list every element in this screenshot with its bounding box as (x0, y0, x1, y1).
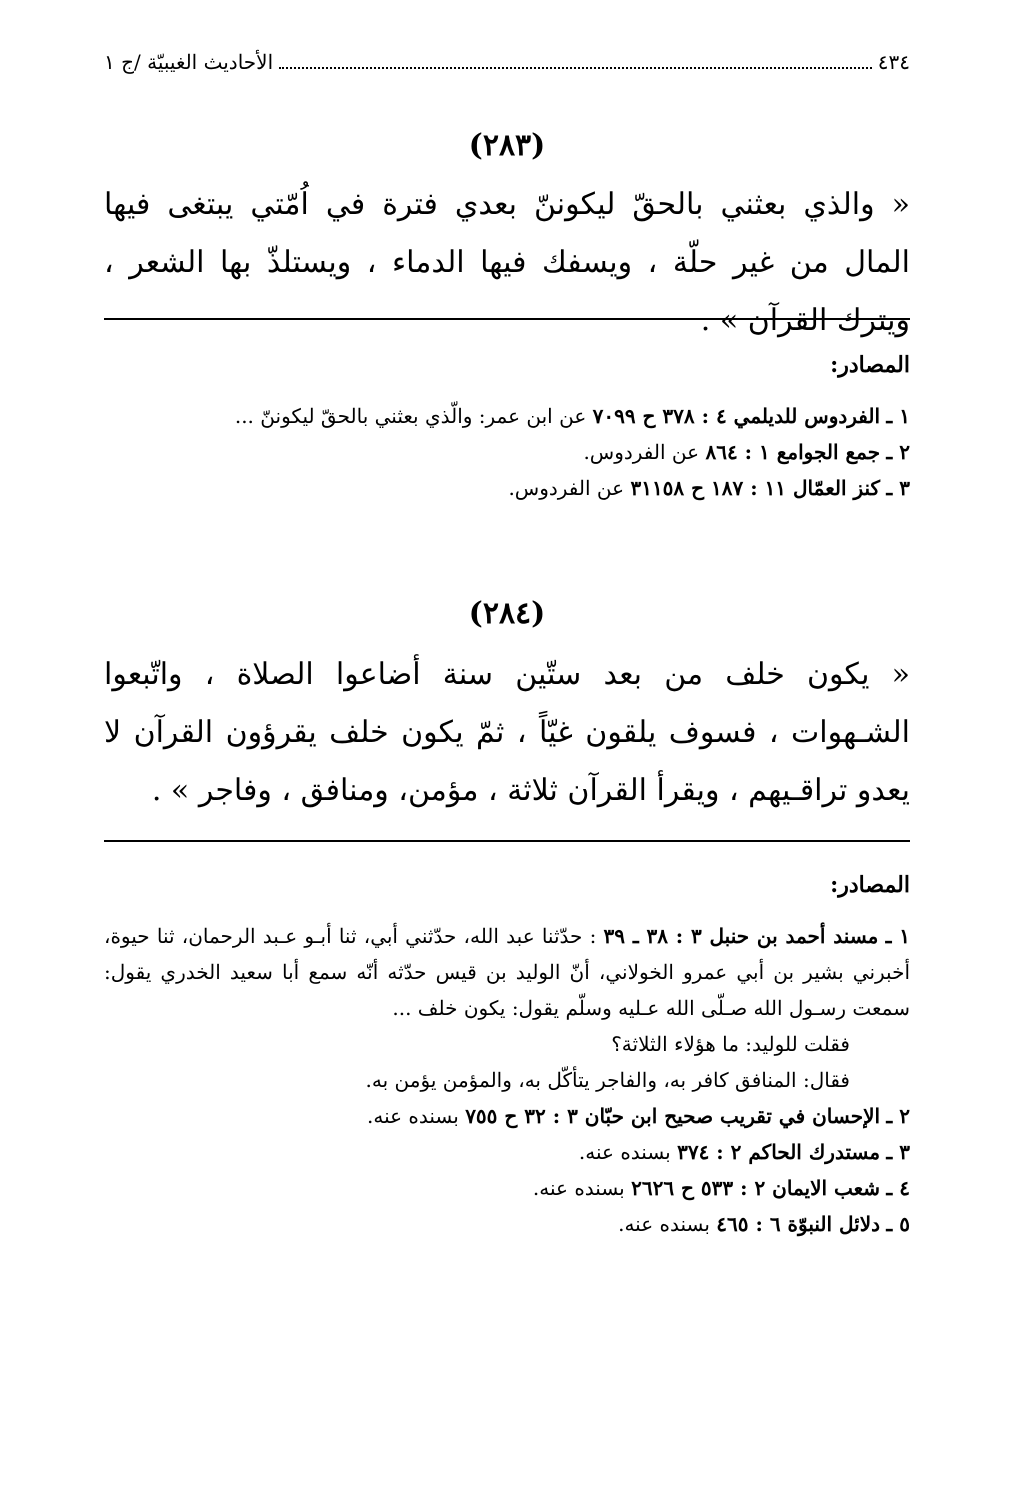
source-item: ٢ ـ جمع الجوامع ١ : ٨٦٤ عن الفردوس. (583, 440, 910, 464)
source-item: ٢ ـ الإحسان في تقريب صحيح ابن حبّان ٣ : ٣٢ ح ٧٥٥ بسنده عنه. (367, 1104, 910, 1128)
running-header (104, 50, 910, 74)
page-number: ٤٣٤ (877, 50, 910, 74)
sources-title-284: المصادر: (830, 872, 910, 898)
leader-dots (279, 53, 872, 69)
separator-rule (104, 840, 910, 842)
hadith-text-284: « يكون خلف من بعد ستّين سنة أضاعوا الصلاة ، واتّبعوا الشـهوات ، فسوف يلقون غيّاً ، ثمّ يكون خلف يقرؤون القرآن لا يعدو تراقـيهم ، ويقرأ القرآن ثلاثة ، مؤمن، ومنافق ، وفاجر » . (104, 657, 910, 808)
separator-rule (104, 318, 910, 320)
book-title: الأحاديث الغيبيّة /ج ١ (104, 50, 274, 74)
source-item: ٣ ـ مستدرك الحاكم ٢ : ٣٧٤ بسنده عنه. (578, 1140, 910, 1164)
hadith-number-284: (٢٨٤) (468, 596, 546, 631)
hadith-text-283: « والذي بعثني بالحقّ ليكوننّ بعدي فترة في اُمّتي يبتغى فيها المال من غير حلّة ، ويسفك فيها الدماء ، ويستلذّ بها الشعر ، ويترك القرآن » . (104, 187, 910, 338)
source-item: ٥ ـ دلائل النبوّة ٦ : ٤٦٥ بسنده عنه. (618, 1212, 910, 1236)
sources-title-283: المصادر: (830, 352, 910, 378)
source-item: ٣ ـ كنز العمّال ١١ : ١٨٧ ح ٣١١٥٨ عن الفردوس. (508, 476, 910, 500)
source-item: ١ ـ الفردوس للديلمي ٤ : ٣٧٨ ح ٧٠٩٩ عن ابن عمر: والّذي بعثني بالحقّ ليكوننّ ... (234, 404, 910, 428)
hadith-number-283: (٢٨٣) (468, 128, 546, 163)
quote-line: فقلت للوليد: ما هؤلاء الثلاثة؟ (611, 1032, 850, 1056)
sources-list-284 (104, 918, 910, 1242)
sources-list-283 (104, 398, 910, 506)
quote-line: فقال: المنافق كافر به، والفاجر يتأكّل به، والمؤمن يؤمن به. (365, 1068, 850, 1092)
source-item: ١ ـ مسند أحمد بن حنبل ٣ : ٣٨ ـ ٣٩ : حدّثنا عبد الله، حدّثني أبي، ثنا أبـو عـبد الرحمان، ثنا حيوة، أخبرني بشير بن أبي عمرو الخولاني، أنّ الوليد بن قيس حدّثه أنّه سمع أبا سعيد الخدري يقول: سمعت رسـول الله صـلّى الله عـليه وسلّم يقول: يكون خلف ... (104, 924, 910, 1020)
source-item: ٤ ـ شعب الايمان ٢ : ٥٣٣ ح ٢٦٢٦ بسنده عنه. (532, 1176, 910, 1200)
